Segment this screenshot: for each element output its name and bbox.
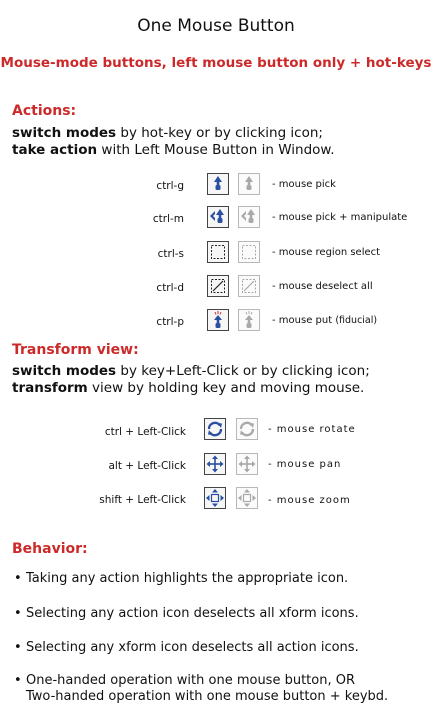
mouse-deselect-all-icon-inactive[interactable] [238,275,260,297]
bullet-dot: • [14,571,22,586]
bullet-dot: • [14,640,22,655]
behavior-item [14,640,424,656]
action-desc-mouse-pick-manipulate: - mouse pick + manipulate [272,212,408,223]
transform-key-ctrl: ctrl + Left-Click [104,426,186,438]
actions-intro-line1-rest: by hot-key or by clicking icon; [116,125,323,141]
behavior-item-text: Selecting any xform icon deselects all action icons. [26,640,359,655]
bullet-dot: • [14,673,22,688]
take-action-label: take action [12,142,98,158]
behavior-heading: Behavior: [12,541,88,557]
behavior-item-text: One-handed operation with one mouse button, OR [26,673,355,688]
transform-intro-line1-rest: by key+Left-Click or by clicking icon; [116,363,370,379]
behavior-item-text: Selecting any action icon deselects all xform icons. [26,606,359,621]
behavior-item-text: Taking any action highlights the appropriate icon. [26,571,349,586]
mouse-pick-icon-inactive[interactable] [238,173,260,195]
action-desc-mouse-put [272,315,377,326]
actions-intro-line2-rest: with Left Mouse Button in Window. [97,142,335,158]
bullet-dot: • [14,606,22,621]
behavior-item [14,606,424,622]
transform-intro-line2-rest: view by holding key and moving mouse. [87,380,365,396]
mouse-region-select-icon-inactive[interactable] [238,241,260,263]
actions-heading: Actions: [12,103,77,119]
actions-intro-line1 [12,125,335,142]
rotate-icon[interactable] [204,418,226,440]
action-key-ctrl-p: ctrl-p [156,316,184,328]
mouse-put-desc-note: (fiducial) [335,315,378,326]
behavior-item [14,673,424,707]
switch-modes-label-2: switch modes [12,363,117,379]
transform-label: transform [12,380,88,396]
transform-intro-line2 [12,380,370,397]
transform-heading: Transform view: [12,342,139,358]
zoom-icon[interactable] [204,487,226,509]
action-key-ctrl-m: ctrl-m [152,213,184,225]
action-key-ctrl-d: ctrl-d [156,282,184,294]
switch-modes-label: switch modes [12,125,117,141]
transform-desc-zoom: - mouse zoom [268,495,351,506]
behavior-item-text-line2: Two-handed operation with one mouse button + keybd. [26,689,389,704]
transform-intro-line1 [12,363,370,380]
actions-intro [12,125,335,159]
action-desc-mouse-deselect-all: - mouse deselect all [272,281,373,292]
action-key-ctrl-g: ctrl-g [156,180,184,192]
mouse-put-icon[interactable] [207,309,229,331]
mouse-pick-manipulate-icon-inactive[interactable] [238,206,260,228]
action-desc-mouse-pick: - mouse pick [272,179,336,190]
mouse-pick-icon[interactable] [207,173,229,195]
behavior-item [14,571,424,587]
zoom-icon-inactive[interactable] [236,487,258,509]
mouse-pick-manipulate-icon[interactable] [207,206,229,228]
pan-icon[interactable] [204,453,226,475]
page-subtitle: Mouse-mode buttons, left mouse button only + hot-keys [0,55,432,71]
page-title: One Mouse Button [137,16,295,36]
transform-intro [12,363,370,397]
mouse-put-desc-text: - mouse put [272,315,333,326]
rotate-icon-inactive[interactable] [236,418,258,440]
pan-icon-inactive[interactable] [236,453,258,475]
transform-key-shift: shift + Left-Click [99,494,186,506]
action-desc-mouse-region-select: - mouse region select [272,247,381,258]
actions-intro-line2 [12,142,335,159]
transform-key-alt: alt + Left-Click [108,460,186,472]
mouse-deselect-all-icon[interactable] [207,275,229,297]
mouse-region-select-icon[interactable] [207,241,229,263]
transform-desc-pan: - mouse pan [268,459,342,470]
mouse-put-icon-inactive[interactable] [238,309,260,331]
action-key-ctrl-s: ctrl-s [157,248,184,260]
transform-desc-rotate: - mouse rotate [268,424,356,435]
